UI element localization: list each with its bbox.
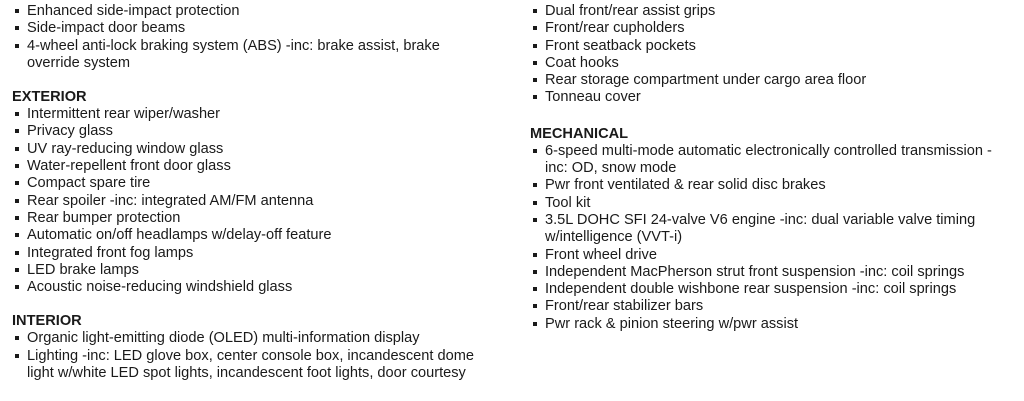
left-column — [12, 0, 512, 382]
list-item: Front/rear stabilizer bars — [530, 298, 1020, 315]
list-item: Organic light-emitting diode (OLED) multi-information display — [12, 330, 512, 347]
interior-continued-list — [530, 3, 1020, 107]
list-item: UV ray-reducing window glass — [12, 141, 512, 158]
list-item: Front wheel drive — [530, 247, 1020, 264]
list-item: Acoustic noise-reducing windshield glass — [12, 279, 512, 296]
list-item: Front seatback pockets — [530, 38, 1020, 55]
list-item: Lighting -inc: LED glove box, center console box, incandescent dome — [12, 348, 512, 365]
list-item: Dual front/rear assist grips — [530, 3, 1020, 20]
list-item-continuation: w/intelligence (VVT-i) — [545, 229, 683, 246]
list-item: LED brake lamps — [12, 262, 512, 279]
list-item: Tonneau cover — [530, 89, 1020, 106]
list-item: 3.5L DOHC SFI 24-valve V6 engine -inc: dual variable valve timing — [530, 212, 1020, 229]
list-item: Automatic on/off headlamps w/delay-off feature — [12, 227, 512, 244]
list-item: Front/rear cupholders — [530, 20, 1020, 37]
list-item: Water-repellent front door glass — [12, 158, 512, 175]
list-item: Rear storage compartment under cargo area floor — [530, 72, 1020, 89]
list-item-continuation: inc: OD, snow mode — [545, 160, 677, 177]
list-item: 6-speed multi-mode automatic electronically controlled transmission - — [530, 143, 1020, 160]
mechanical-list — [530, 143, 1020, 333]
list-item: Compact spare tire — [12, 175, 512, 192]
list-item: Rear spoiler -inc: integrated AM/FM antenna — [12, 193, 512, 210]
interior-heading: INTERIOR — [12, 313, 82, 330]
list-item: Tool kit — [530, 195, 1020, 212]
list-item: Privacy glass — [12, 123, 512, 140]
list-item: Rear bumper protection — [12, 210, 512, 227]
list-item: Pwr front ventilated & rear solid disc brakes — [530, 177, 1020, 194]
interior-list — [12, 330, 512, 382]
list-item: Intermittent rear wiper/washer — [12, 106, 512, 123]
list-item-continuation: light w/white LED spot lights, incandescent foot lights, door courtesy — [27, 365, 466, 382]
list-item: Independent MacPherson strut front suspension -inc: coil springs — [530, 264, 1020, 281]
list-item-continuation: override system — [27, 54, 130, 71]
list-item: Integrated front fog lamps — [12, 245, 512, 262]
list-item: 4-wheel anti-lock braking system (ABS) -inc: brake assist, brake — [12, 38, 512, 55]
list-item: Enhanced side-impact protection — [12, 3, 512, 20]
right-column — [530, 0, 1020, 333]
exterior-list — [12, 106, 512, 296]
mechanical-heading: MECHANICAL — [530, 125, 629, 142]
exterior-heading: EXTERIOR — [12, 89, 87, 106]
safety-list — [12, 3, 512, 72]
list-item: Coat hooks — [530, 55, 1020, 72]
list-item: Side-impact door beams — [12, 20, 512, 37]
list-item: Pwr rack & pinion steering w/pwr assist — [530, 316, 1020, 333]
list-item: Independent double wishbone rear suspension -inc: coil springs — [530, 281, 1020, 298]
